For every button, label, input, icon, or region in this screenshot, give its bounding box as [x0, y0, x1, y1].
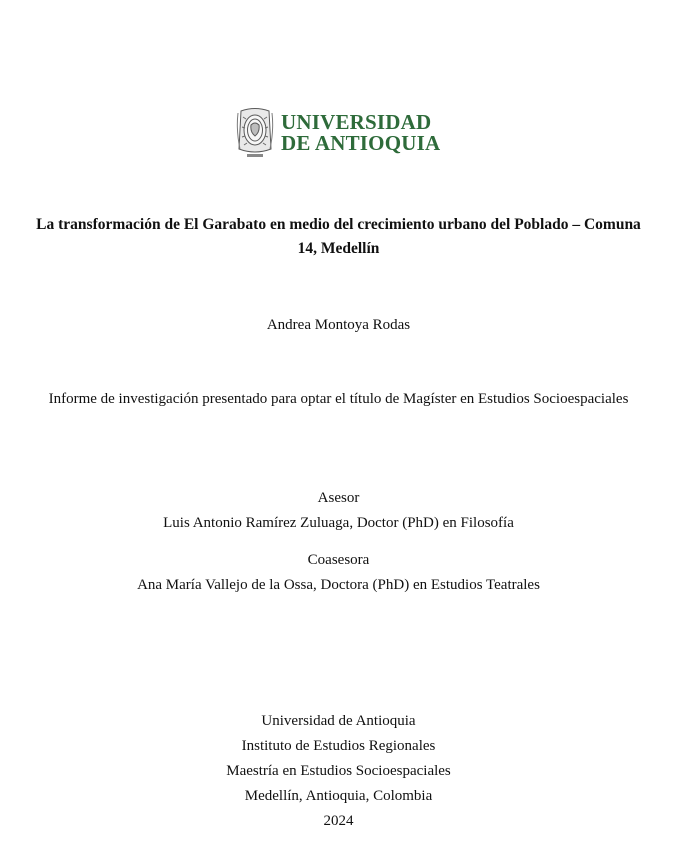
university-seal-icon [235, 105, 275, 160]
advisor-name: Luis Antonio Ramírez Zuluaga, Doctor (PhD) en Filosofía [163, 515, 514, 531]
institution-university: Universidad de Antioquia [261, 713, 416, 729]
coadvisor-label: Coasesora [307, 552, 370, 568]
logo-line-antioquia: DE ANTIOQUIA [281, 131, 441, 155]
report-statement: Informe de investigación presentado para optar el título de Magíster en Estudios Socioespaciales [48, 391, 629, 407]
author-name: Andrea Montoya Rodas [266, 317, 411, 333]
logo-line-university: UNIVERSIDAD [281, 110, 432, 134]
university-logo [235, 105, 445, 163]
coadvisor-name: Ana María Vallejo de la Ossa, Doctora (PhD) en Estudios Teatrales [137, 577, 540, 593]
institution-city: Medellín, Antioquia, Colombia [244, 788, 433, 804]
logo-wordmark [281, 112, 440, 154]
document-title-line-1: La transformación de El Garabato en medio del crecimiento urbano del Poblado – Comuna [36, 216, 641, 233]
institution-year: 2024 [323, 813, 354, 829]
document-title-line-2: 14, Medellín [297, 240, 380, 257]
institution-program: Maestría en Estudios Socioespaciales [226, 763, 451, 779]
institution-institute: Instituto de Estudios Regionales [241, 738, 436, 754]
advisor-label: Asesor [317, 490, 360, 506]
